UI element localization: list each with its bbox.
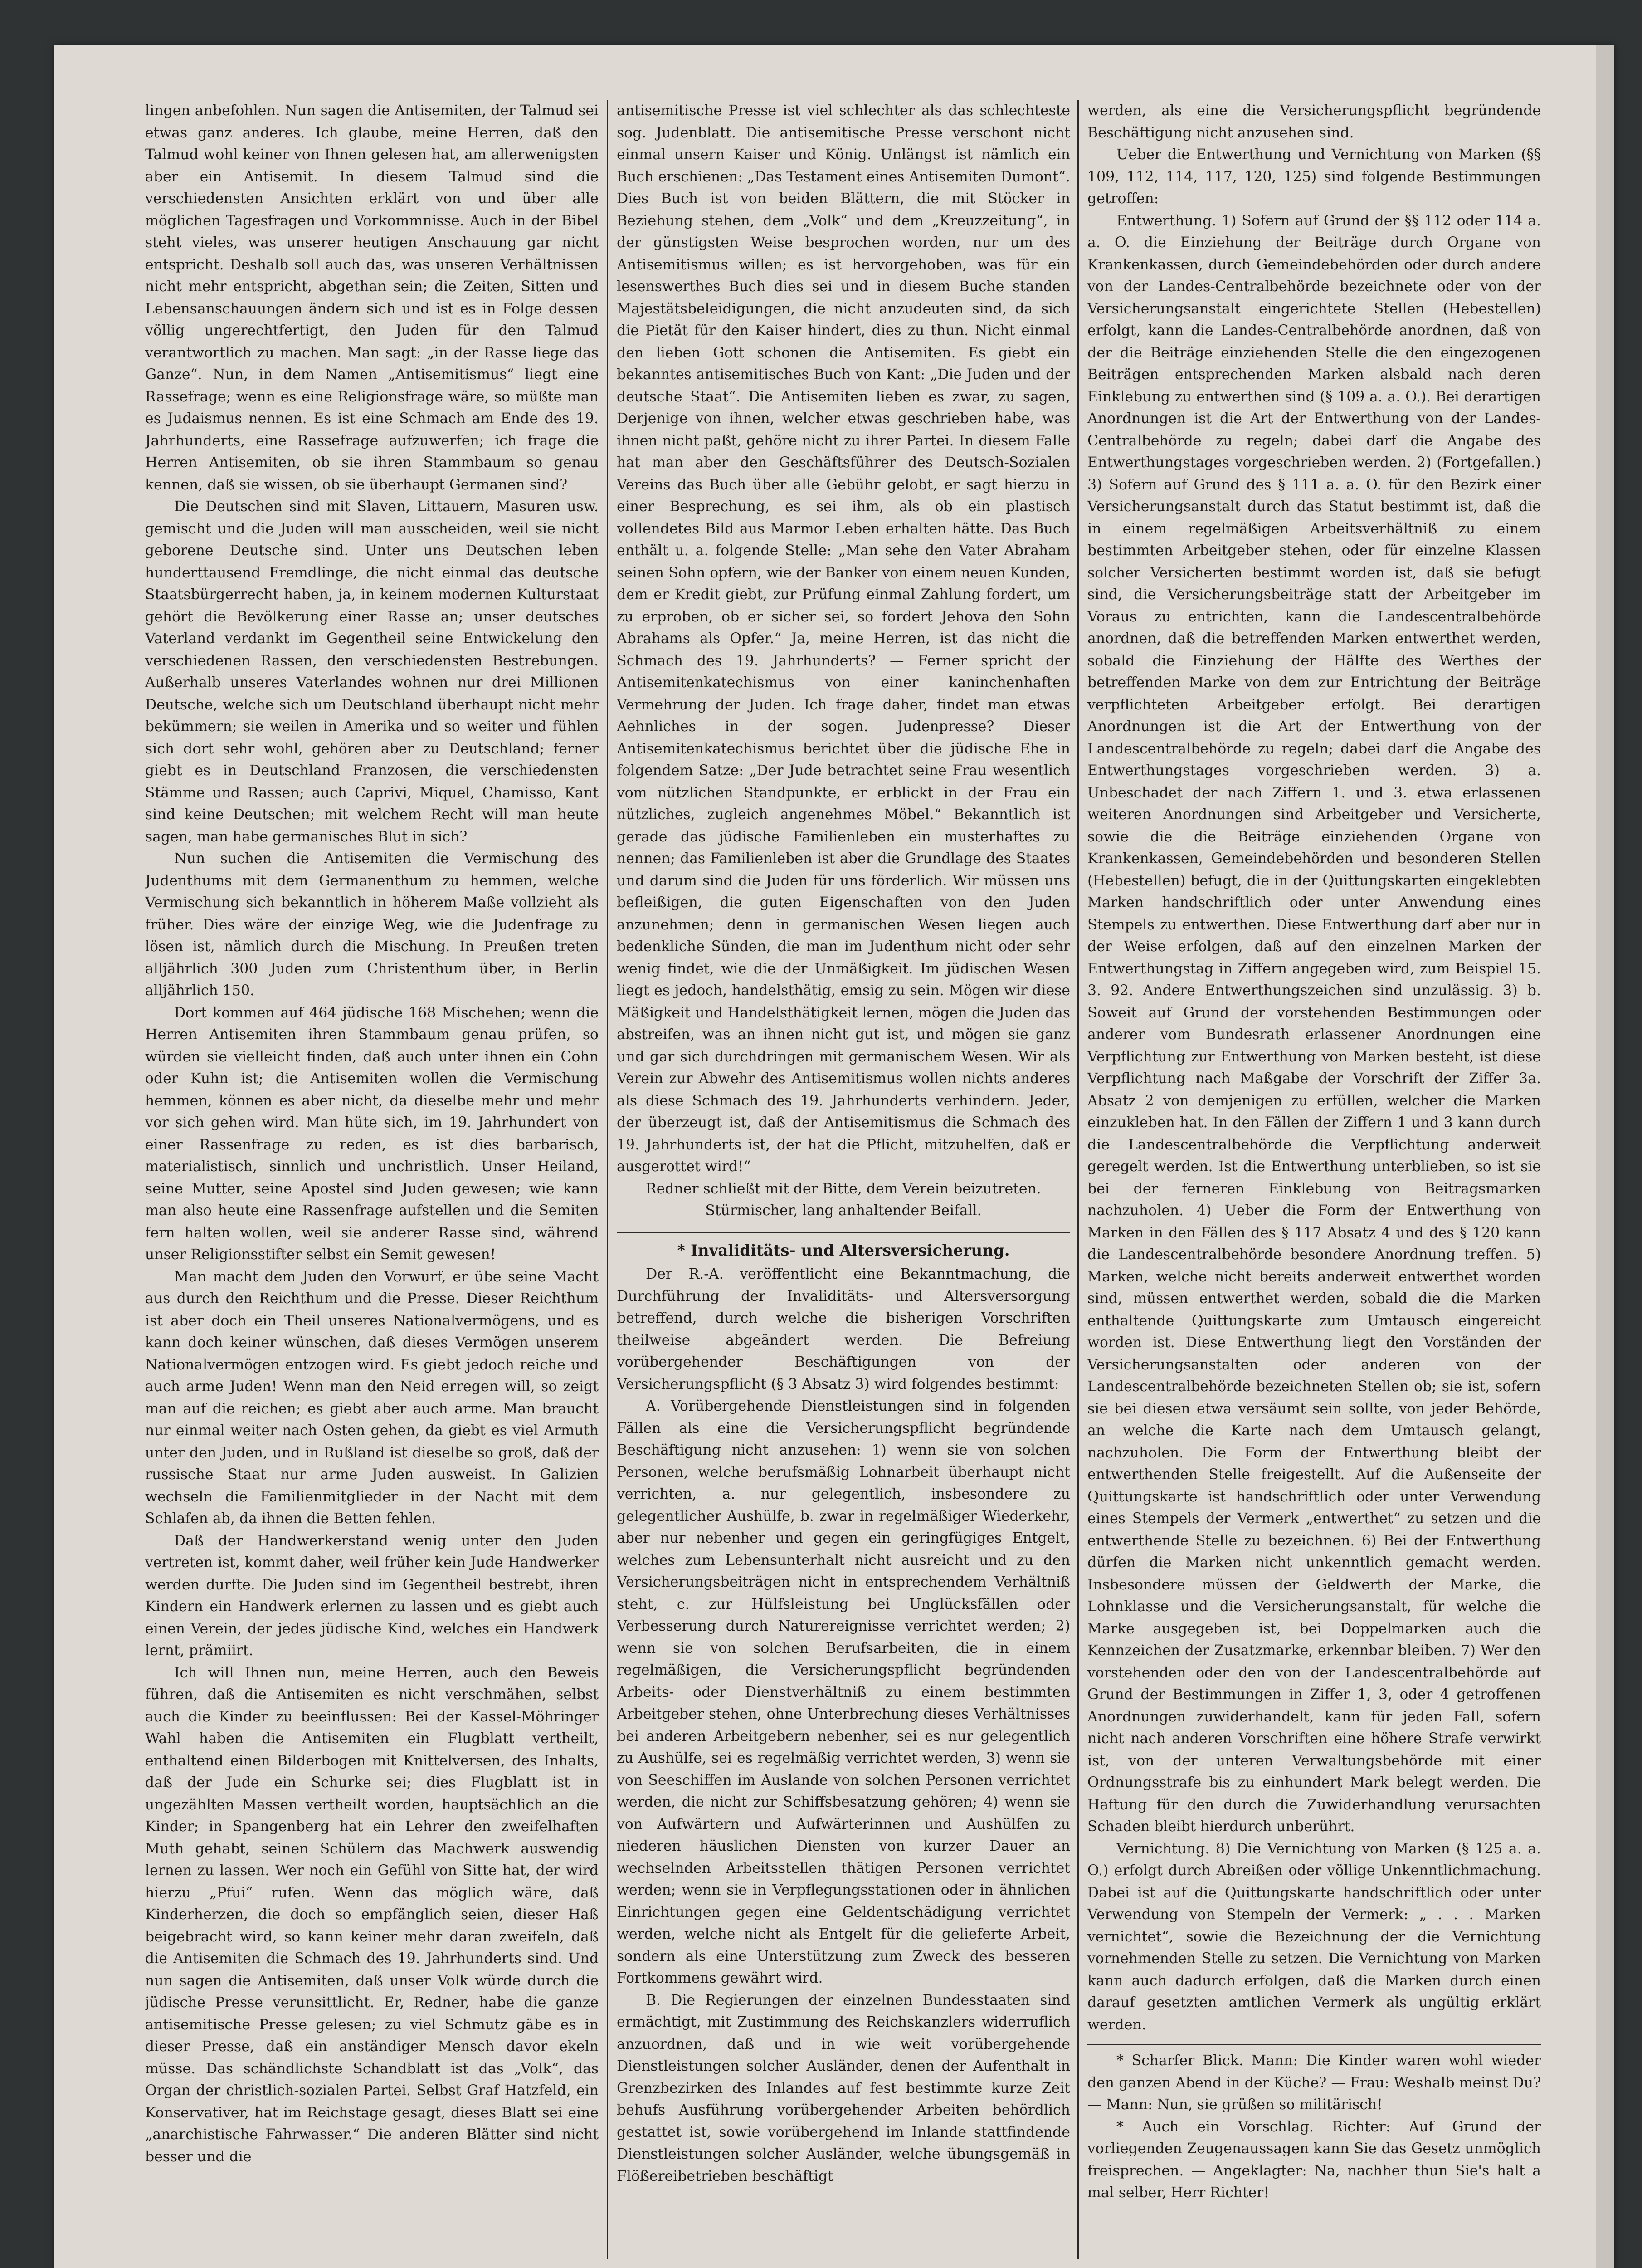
paragraph: lingen anbefohlen. Nun sagen die Antisemiten, der Talmud sei etwas ganz anderes. Ich glaube, meine Herren, daß den Talmud wohl keiner von Ihnen gelesen hat, am allerwenigsten aber ein Antisemit. In diesem Talmud sind die verschiedensten Ansichten erklärt von und über alle möglichen Tagesfragen und Vorkommnisse. Auch in der Bibel steht vieles, was unserer heutigen Anschauung gar nicht entspricht. Deshalb soll auch das, was unseren Verhältnissen nicht mehr entspricht, abgethan sein; die Zeiten, Sitten und Lebensanschauungen ändern sich und ist es in Folge dessen völlig ungerechtfertigt, den Juden für den Talmud verantwortlich zu machen. Man sagt: „in der Rasse liege das Ganze“. Nun, in dem Namen „Antisemitismus“ liegt eine Rassefrage; wenn es eine Religionsfrage wäre, so müßte man es Judaismus nennen. Es ist eine Schmach am Ende des 19. Jahrhunderts, eine Rassefrage aufzuwerfen; ich frage die Herren Antisemiten, ob sie ihren Stammbaum so genau kennen, daß sie wissen, ob sie überhaupt Germanen sind? xyxy=(145,103,599,493)
paragraph: Ueber die Entwerthung und Vernichtung von Marken (§§ 109, 112, 114, 117, 120, 125) sind folgende Bestimmungen getroffen: xyxy=(1087,147,1541,207)
newspaper-page xyxy=(54,45,1614,2268)
page-edge xyxy=(1596,45,1614,2268)
paragraph: Dort kommen auf 464 jüdische 168 Mischehen; wenn die Herren Antisemiten ihren Stammbaum genau prüfen, so würden sie vielleicht finden, daß auch unter ihnen ein Cohn oder Kuhn ist; die Antisemiten wollen die Vermischung hemmen, können es aber nicht, da dieselbe mehr und mehr vor sich gehen wird. Man hüte sich, im 19. Jahrhundert von einer Rassenfrage zu reden, es ist dies barbarisch, materialistisch, sinnlich und unchristlich. Unser Heiland, seine Mutter, seine Apostel sind Juden gewesen; wie kann man also heute eine Rassenfrage aufstellen und die Semiten fern halten wollen, weil sie anderer Rasse sind, während unser Religionsstifter selbst ein Semit gewesen! xyxy=(145,1004,599,1263)
paragraph: Vernichtung. 8) Die Vernichtung von Marken (§ 125 a. a. O.) erfolgt durch Abreißen oder völlige Unkenntlichmachung. Dabei ist auf die Quittungskarte handschriftlich oder unter Verwendung von Stempeln der Vermerk: „ . . . Marken vernichtet“, sowie die Bezeichnung der die Vernichtung vornehmenden Stelle zu setzen. Die Vernichtung von Marken kann auch dadurch erfolgen, daß die Marken durch einen darauf gesetzten amtlichen Vermerk als ungültig erklärt werden. xyxy=(1087,1840,1541,2033)
column-rule xyxy=(607,100,608,2259)
applause-note: Stürmischer, lang anhaltender Beifall. xyxy=(705,1202,982,1219)
paragraph: werden, als eine die Versicherungspflicht begründende Beschäftigung nicht anzusehen sind. xyxy=(1087,103,1541,141)
paragraph: Die Deutschen sind mit Slaven, Littauern, Masuren usw. gemischt und die Juden will man ausscheiden, weil sie nicht geborene Deutsche sind. Unter uns Deutschen leben hunderttausend Fremdlinge, die nicht einmal das deutsche Staatsbürgerrecht haben, ja, in keinem modernen Kulturstaat gehört die Bevölkerung einer Rasse an; unser deutsches Vaterland verdankt im Gegentheil seine Entwickelung den verschiedenen Rassen, den verschiedensten Bestrebungen. Außerhalb unseres Vaterlandes wohnen nur drei Millionen Deutsche, welche sich um Deutschland überhaupt nicht mehr bekümmern; sie weilen in Amerika und so weiter und fühlen sich dort sehr wohl, gehören aber zu Deutschland; ferner giebt es in Deutschland Franzosen, die verschiedensten Stämme und Rassen; auch Caprivi, Miquel, Chamisso, Kant sind keine Deutschen; mit welchem Recht will man heute sagen, man habe germanisches Blut in sich? xyxy=(145,499,599,845)
paragraph: Man macht dem Juden den Vorwurf, er übe seine Macht aus durch den Reichthum und die Presse. Dieser Reichthum ist aber doch ein Theil unseres Nationalvermögens, und es kann doch keiner wünschen, daß dieses Vermögen unserem Nationalvermögen entzogen wird. Es giebt jedoch reiche und auch arme Juden! Wenn man den Neid erregen will, so zeigt man auf die reichen; es giebt aber auch arme. Man braucht nur einmal weiter nach Osten gehen, da giebt es viel Armuth unter den Juden, und in Rußland ist dieselbe so groß, daß der russische Staat nur arme Juden ausweist. In Galizien wechseln die Familienmitglieder in der Nacht mit dem Schlafen ab, da ihnen die Betten fehlen. xyxy=(145,1268,599,1527)
paragraph: Der R.-A. veröffentlicht eine Bekanntmachung, die Durchführung der Invaliditäts- und Altersversorgung betreffend, durch welche die bisherigen Vorschriften theilweise abgeändert werden. Die Befreiung vorübergehender Beschäftigungen von der Versicherungspflicht (§ 3 Absatz 3) wird folgendes bestimmt: xyxy=(617,1266,1070,1393)
paragraph: Redner schließt mit der Bitte, dem Verein beizutreten. xyxy=(646,1180,1041,1197)
anecdote: * Auch ein Vorschlag. Richter: Auf Grund der vorliegenden Zeugenaussagen kann Sie das Gesetz unmöglich freisprechen. — Angeklagter: Na, nachher thun Sie's halt a mal selber, Herr Richter! xyxy=(1087,2118,1541,2201)
column-3 xyxy=(1087,100,1541,2259)
paragraph: Daß der Handwerkerstand wenig unter den Juden vertreten ist, kommt daher, weil früher kein Jude Handwerker werden durfte. Die Juden sind im Gegentheil bestrebt, ihren Kindern ein Handwerk erlernen zu lassen und es giebt auch einen Verein, der jedes jüdische Kind, welches ein Handwerk lernt, prämiirt. xyxy=(145,1532,599,1659)
column-2 xyxy=(617,100,1070,2259)
paragraph: antisemitische Presse ist viel schlechter als das schlechteste sog. Judenblatt. Die antisemitische Presse verschont nicht einmal unsern Kaiser und König. Unlängst ist nämlich ein Buch erschienen: „Das Testament eines Antisemiten Dumont“. Dies Buch ist von beiden Blättern, die mit Stöcker in Beziehung stehen, dem „Volk“ und dem „Kreuzzeitung“, in der günstigsten Weise besprochen worden, nur um des Antisemitismus willen; es ist hervorgehoben, was für ein lesenswerthes Buch dies sei und in diesem Buche standen Majestätsbeleidigungen, die nicht anzudeuten sind, da sich die Pietät für den Kaiser hindert, dies zu thun. Nicht einmal den lieben Gott schonen die Antisemiten. Es giebt ein bekanntes antisemitisches Buch von Kant: „Die Juden und der deutsche Staat“. Die Antisemiten lieben es zwar, zu sagen, Derjenige von ihnen, welcher etwas geschrieben habe, was ihnen nicht paßt, gehöre nicht zu ihrer Partei. In diesem Falle hat man aber den Geschäftsführer des Deutsch-Sozialen Vereins das Buch über alle Gebühr gelobt, er sagt hierzu in einer Besprechung, es sei ihm, als ob ein plastisch vollendetes Bild aus Marmor Leben erhalten hätte. Das Buch enthält u. a. folgende Stelle: „Man sehe den Vater Abraham seinen Sohn opfern, wie der Banker von einem neuen Kunden, dem er Kredit giebt, zur Prüfung einmal Zahlung fordert, um zu erproben, ob er sicher sei, so fordert Jehova den Sohn Abrahams als Opfer.“ Ja, meine Herren, ist das nicht die Schmach des 19. Jahrhunderts? — Ferner spricht der Antisemitenkatechismus von einer kaninchenhaften Vermehrung der Juden. Ich frage daher, findet man etwas Aehnliches in der sogen. Judenpresse? Dieser Antisemitenkatechismus berichtet über die jüdische Ehe in folgendem Satze: „Der Jude betrachtet seine Frau wesentlich vom nützlichen Standpunkte, er erblickt in der Frau ein nützliches, zugleich angenehmes Möbel.“ Bekanntlich ist gerade das jüdische Familienleben ein musterhaftes zu nennen; das Familienleben ist aber die Grundlage des Staates und darum sind die Juden für uns förderlich. Wir müssen uns befleißigen, die guten Eigenschaften von den Juden anzunehmen; denn in germanischen Wesen liegen auch bedenkliche Sünden, die man im Judenthum nicht oder sehr wenig findet, wie die der Unmäßigkeit. Im jüdischen Wesen liegt es jedoch, handelsthätig, emsig zu sein. Mögen wir diese Mäßigkeit und Handelsthätigkeit lernen, mögen die Juden das abstreifen, was an ihnen nicht gut ist, und mögen sie ganz und gar sich durchdringen mit germanischem Wesen. Wir als Verein zur Abwehr des Antisemitismus wollen nichts anderes als diese Schmach des 19. Jahrhunderts verhindern. Jeder, der überzeugt ist, daß der Antisemitismus die Schmach des 19. Jahrhunderts ist, der hat die Pflicht, mitzuhelfen, daß er ausgerottet wird!“ xyxy=(617,103,1070,1175)
paragraph: B. Die Regierungen der einzelnen Bundesstaaten sind ermächtigt, mit Zustimmung des Reichskanzlers widerruflich anzuordnen, daß und in wie weit vorübergehende Dienstleistungen solcher Ausländer, denen der Aufenthalt in Grenzbezirken des Inlandes auf fest bestimmte kurze Zeit behufs Ausführung vorübergehender Arbeiten behördlich gestattet ist, sowie vorübergehend im Inlande stattfindende Dienstleistungen solcher Ausländer, welche übungsgemäß in Flößereibetrieben beschäftigt xyxy=(617,1992,1070,2185)
divider xyxy=(1087,2044,1541,2045)
paragraph: Entwerthung. 1) Sofern auf Grund der §§ 112 oder 114 a. a. O. die Einziehung der Beiträge durch Organe von Krankenkassen, durch Gemeindebehörden oder durch andere von der Landes-Centralbehörde bezeichnete oder von der Versicherungsanstalt eingerichtete Stellen (Hebestellen) erfolgt, kann die Landes-Centralbehörde anordnen, daß von der die Beiträge einziehenden Stelle die den eingezogenen Beiträgen entsprechenden Marken alsbald nach deren Einklebung zu entwerthen sind (§ 109 a. a. O.). Bei derartigen Anordnungen ist die Art der Entwerthung von der Landes-Centralbehörde zu regeln; dabei darf die Angabe des Entwerthungstages vorgeschrieben werden. 2) (Fortgefallen.) 3) Sofern auf Grund des § 111 a. a. O. für den Bezirk einer Versicherungsanstalt durch das Statut bestimmt ist, daß die in einem regelmäßigen Arbeitsverhältniß zu einem bestimmten Arbeitgeber stehen, oder für einzelne Klassen solcher Versicherten bestimmt worden ist, daß sie befugt sind, die Versicherungsbeiträge statt der Arbeitgeber im Voraus zu entrichten, kann die Landescentralbehörde anordnen, daß die betreffenden Marken entwerthet werden, sobald die Einziehung der Hälfte des Werthes der betreffenden Marke von dem zur Entrichtung der Beiträge verpflichteten Arbeitgeber erfolgt. Bei derartigen Anordnungen ist die Art der Entwerthung von der Landescentralbehörde zu regeln; dabei darf die Angabe des Entwerthungstages vorgeschrieben werden. 3) a. Unbeschadet der nach Ziffern 1. und 3. etwa erlassenen weiteren Anordnungen sind Arbeitgeber und Versicherte, sowie die die Beiträge einziehenden Organe von Krankenkassen, Gemeindebehörden und besonderen Stellen (Hebestellen) befugt, die in der Quittungskarten eingeklebten Marken handschriftlich oder unter Anwendung eines Stempels zu entwerthen. Diese Entwerthung darf aber nur in der Weise erfolgen, daß auf den einzelnen Marken der Entwerthungstag in Ziffern angegeben wird, zum Beispiel 15. 3. 92. Andere Entwerthungszeichen sind unzulässig. 3) b. Soweit auf Grund der vorstehenden Bestimmungen oder anderer vom Bundesrath erlassener Anordnungen eine Verpflichtung zur Entwerthung von Marken besteht, ist diese Verpflichtung nach Maßgabe der Vorschrift der Ziffer 3a. Absatz 2 von demjenigen zu erfüllen, welcher die Marken einzukleben hat. In den Fällen der Ziffern 1 und 3 kann durch die Landescentralbehörde die Verpflichtung anderweit geregelt werden. Ist die Entwerthung unterblieben, so ist sie bei der ferneren Einklebung von Beitragsmarken nachzuholen. 4) Ueber die Form der Entwerthung von Marken in den Fällen des § 117 Absatz 4 und des § 120 kann die Landescentralbehörde besondere Anordnung treffen. 5) Marken, welche nicht bereits anderweit entwerthet worden sind, müssen entwerthet werden, sobald die die Marken enthaltende Quittungskarte zum Umtausch eingereicht worden ist. Diese Entwerthung liegt den Vorständen der Versicherungsanstalten oder anderen von der Landescentralbehörde bezeichneten Stellen ob; sie ist, sofern sie bei diesen etwa versäumt sein sollte, von jeder Behörde, an welche die Karte nach dem Umtausch gelangt, nachzuholen. Die Form der Entwerthung bleibt der entwerthenden Stelle freigestellt. Auf die Außenseite der Quittungskarte ist handschriftlich oder unter Verwendung eines Stempels der Vermerk „entwerthet“ zu setzen und die entwerthende Stelle zu bezeichnen. 6) Bei der Entwerthung dürfen die Marken nicht unkenntlich gemacht werden. Insbesondere müssen der Geldwerth der Marke, die Lohnklasse und die Versicherungsanstalt, für welche die Marke ausgegeben ist, bei Doppelmarken auch die Kennzeichen der Zusatzmarke, erkennbar bleiben. 7) Wer den vorstehenden oder den von der Landescentralbehörde auf Grund der Bestimmungen in Ziffer 1, 3, oder 4 getroffenen Anordnungen zuwiderhandelt, kann für jeden Fall, sofern nicht nach anderen Vorschriften eine höhere Strafe verwirkt ist, von der unteren Verwaltungsbehörde mit einer Ordnungsstrafe bis zu einhundert Mark belegt werden. Die Haftung für den durch die Zuwiderhandlung verursachten Schaden bleibt hierdurch unberührt. xyxy=(1087,212,1541,1835)
paragraph: Ich will Ihnen nun, meine Herren, auch den Beweis führen, daß die Antisemiten es nicht verschmähen, selbst auch die Kinder zu beeinflussen: Bei der Kassel-Möhringer Wahl haben die Antisemiten ein Flugblatt vertheilt, enthaltend einen Bilderbogen mit Knittelversen, des Inhalts, daß der Jude ein Schurke sei; dies Flugblatt ist in ungezählten Massen vertheilt worden, hauptsächlich an die Kinder; in Spangenberg hat ein Lehrer den zweifelhaften Muth gehabt, seinen Schülern das Machwerk auswendig lernen zu lassen. Wer noch ein Gefühl von Sitte hat, der wird hierzu „Pfui“ rufen. Wenn das möglich wäre, daß Kinderherzen, die doch so empfänglich seien, dieser Haß beigebracht wird, so kann keiner mehr daran zweifeln, daß die Antisemiten die Schmach des 19. Jahrhunderts sind. Und nun sagen die Antisemiten, daß unser Volk würde durch die jüdische Presse verunsittlicht. Er, Redner, habe die ganze antisemitische Presse gelesen; zu viel Schmutz gäbe es in dieser Presse, daß ein anständiger Mensch davor ekeln müsse. Das schändlichste Schandblatt ist das „Volk“, das Organ der christlich-sozialen Partei. Selbst Graf Hatzfeld, ein Konservativer, hat im Reichstage gesagt, dieses Blatt sei eine „anarchistische Fahrwasser.“ Die anderen Blätter sind nicht besser und die xyxy=(145,1664,599,2165)
column-rule xyxy=(1077,100,1079,2259)
section-heading: * Invaliditäts- und Altersversicherung. xyxy=(617,1232,1070,1262)
column-1 xyxy=(145,100,599,2259)
anecdote: * Scharfer Blick. Mann: Die Kinder waren wohl wieder den ganzen Abend in der Küche? — Frau: Weshalb meinst Du? — Mann: Nun, sie grüßen so militärisch! xyxy=(1087,2053,1541,2113)
paragraph: A. Vorübergehende Dienstleistungen sind in folgenden Fällen als eine die Versicherungspflicht begründende Beschäftigung nicht anzusehen: 1) wenn sie von solchen Personen, welche berufsmäßig Lohnarbeit überhaupt nicht verrichten, a. nur gelegentlich, insbesondere zu gelegentlicher Aushülfe, b. zwar in regelmäßiger Wiederkehr, aber nur nebenher und gegen ein geringfügiges Entgelt, welches zum Lebensunterhalt nicht ausreicht und zu den Versicherungsbeiträgen nicht in entsprechendem Verhältniß steht, c. zur Hülfsleistung bei Unglücksfällen oder Verbesserung durch Naturereignisse verrichtet werden; 2) wenn sie von solchen Berufsarbeiten, die in einem regelmäßigen, die Versicherungspflicht begründenden Arbeits- oder Dienstverhältniß zu einem bestimmten Arbeitgeber stehen, ohne Unterbrechung dieses Verhältnisses bei anderen Arbeitgebern nebenher, sei es nur gelegentlich zu Aushülfe, sei es regelmäßig verrichtet werden, 3) wenn sie von Seeschiffen im Auslande von solchen Personen verrichtet werden, die nicht zur Schiffsbesatzung gehören; 4) wenn sie von Aufwärtern und Aufwärterinnen und Aushülfen zu niederen häuslichen Diensten von kurzer Dauer an wechselnden Arbeitsstellen thätigen Personen verrichtet werden; wenn sie in Verpflegungsstationen oder in ähnlichen Einrichtungen gegen eine Geldentschädigung verrichtet werden, welche nicht als Entgelt für die gelieferte Arbeit, sondern als eine Unterstützung zum Zweck des besseren Fortkommens gewährt wird. xyxy=(617,1398,1070,1986)
paragraph: Nun suchen die Antisemiten die Vermischung des Judenthums mit dem Germanenthum zu hemmen, welche Vermischung sich bekanntlich in höherem Maße vollzieht als früher. Dies wäre der einzige Weg, wie die Judenfrage zu lösen ist, nämlich durch die Mischung. In Preußen treten alljährlich 300 Juden zum Christenthum über, in Berlin alljährlich 150. xyxy=(145,850,599,999)
